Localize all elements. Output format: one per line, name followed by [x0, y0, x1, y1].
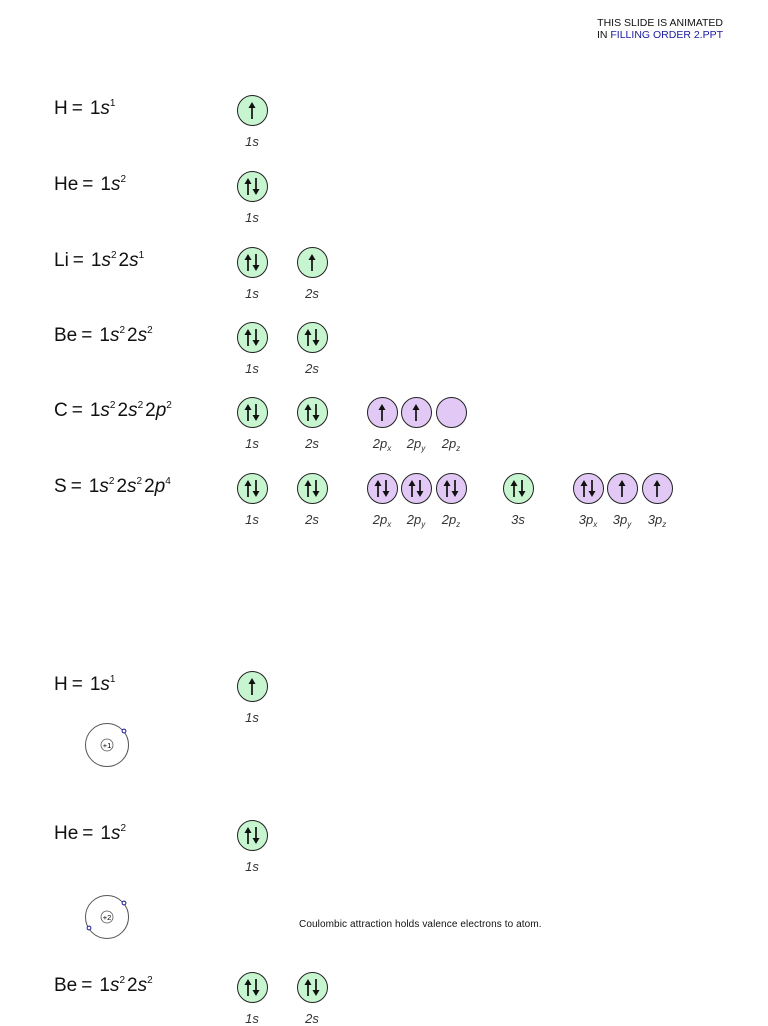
- p-orbital-circle: [436, 397, 467, 428]
- orbital-label: 1s: [245, 361, 259, 376]
- spin-down-arrow-icon: [312, 329, 320, 346]
- orbital-label: 2s: [305, 436, 319, 451]
- spin-down-arrow-icon: [312, 480, 320, 497]
- bohr-atom-diagram: [82, 720, 132, 770]
- subshell-term: $1s^2$: [90, 250, 117, 271]
- orbital-label: 2s: [305, 361, 319, 376]
- spin-down-arrow-icon: [312, 404, 320, 421]
- s-orbital-circle: [297, 247, 328, 278]
- element-symbol: He: [54, 174, 79, 195]
- s-orbital-circle: [237, 95, 268, 126]
- orbital-label: 1s: [245, 436, 259, 451]
- subshell-term: $2s^2$: [127, 325, 153, 346]
- element-symbol: Be: [54, 325, 78, 346]
- orbital-label: 1s: [245, 512, 259, 527]
- orbital-label: 2s: [305, 286, 319, 301]
- spin-up-arrow-icon: [408, 480, 416, 497]
- spin-up-arrow-icon: [304, 404, 312, 421]
- nucleus-charge-label: +1: [102, 741, 112, 750]
- animation-note-line2: IN FILLING ORDER 2.PPT: [596, 29, 723, 41]
- spin-up-arrow-icon: [248, 102, 256, 119]
- subshell-term: $1s^2$: [99, 325, 125, 346]
- s-orbital-circle: [237, 397, 268, 428]
- subshell-term: $1s^2$: [100, 823, 127, 844]
- subshell-term: $1s^1$: [89, 674, 116, 695]
- subshell-term: $1s^2$: [99, 975, 125, 996]
- p-orbital-circle: [642, 473, 673, 504]
- equals-sign: =: [71, 674, 83, 695]
- element-symbol: Li: [54, 250, 69, 271]
- equals-sign: =: [81, 325, 93, 346]
- electron-configuration-formula: [54, 674, 117, 696]
- orbital-label: $2p_x$: [372, 436, 392, 453]
- subshell-term: $1s^2$: [100, 174, 127, 195]
- orbital-label: $2p_z$: [441, 436, 461, 453]
- p-orbital-circle: [401, 473, 432, 504]
- element-symbol: H: [54, 674, 68, 695]
- p-orbital-circle: [367, 473, 398, 504]
- subshell-term: $1s^2$: [89, 400, 116, 421]
- s-orbital-circle: [297, 397, 328, 428]
- spin-up-arrow-icon: [244, 254, 252, 271]
- spin-up-arrow-icon: [378, 404, 386, 421]
- spin-down-arrow-icon: [382, 480, 390, 497]
- s-orbital-circle: [237, 972, 268, 1003]
- spin-up-arrow-icon: [304, 480, 312, 497]
- p-orbital-circle: [607, 473, 638, 504]
- element-symbol: C: [54, 400, 68, 421]
- spin-up-arrow-icon: [510, 480, 518, 497]
- spin-up-arrow-icon: [374, 480, 382, 497]
- electron-dot: [122, 729, 126, 733]
- spin-up-arrow-icon: [653, 480, 661, 497]
- s-orbital-circle: [237, 671, 268, 702]
- equals-sign: =: [72, 250, 84, 271]
- coulombic-caption: Coulombic attraction holds valence electrons to atom.: [299, 919, 542, 930]
- subshell-term: $2p^4$: [144, 476, 171, 497]
- s-orbital-circle: [237, 171, 268, 202]
- equals-sign: =: [82, 174, 94, 195]
- electron-dot: [122, 901, 126, 905]
- spin-down-arrow-icon: [252, 404, 260, 421]
- equals-sign: =: [81, 975, 93, 996]
- equals-sign: =: [71, 400, 83, 421]
- orbital-label: $2p_y$: [406, 512, 426, 529]
- spin-down-arrow-icon: [518, 480, 526, 497]
- orbital-label: $2p_x$: [372, 512, 392, 529]
- spin-down-arrow-icon: [252, 979, 260, 996]
- p-orbital-circle: [436, 473, 467, 504]
- electron-configuration-formula: [54, 400, 174, 422]
- subshell-term: $1s^2$: [88, 476, 115, 497]
- spin-up-arrow-icon: [248, 678, 256, 695]
- electron-configuration-formula: [54, 174, 128, 196]
- subshell-term: $1s^1$: [89, 98, 116, 119]
- orbital-label: 1s: [245, 859, 259, 874]
- s-orbital-circle: [297, 473, 328, 504]
- element-symbol: S: [54, 476, 67, 497]
- orbital-label: $3p_y$: [612, 512, 632, 529]
- orbital-label: 2s: [305, 512, 319, 527]
- p-orbital-circle: [367, 397, 398, 428]
- equals-sign: =: [82, 823, 94, 844]
- spin-up-arrow-icon: [244, 480, 252, 497]
- subshell-term: $2p^2$: [145, 400, 172, 421]
- element-symbol: H: [54, 98, 68, 119]
- subshell-term: $2s^2$: [116, 476, 143, 497]
- subshell-term: $2s^1$: [118, 250, 145, 271]
- animation-note-line1: THIS SLIDE IS ANIMATED: [597, 17, 723, 29]
- spin-up-arrow-icon: [244, 329, 252, 346]
- spin-down-arrow-icon: [416, 480, 424, 497]
- nucleus-charge-label: +2: [102, 913, 112, 922]
- spin-up-arrow-icon: [412, 404, 420, 421]
- electron-configuration-formula: [54, 250, 146, 272]
- spin-up-arrow-icon: [244, 979, 252, 996]
- spin-down-arrow-icon: [252, 329, 260, 346]
- orbital-label: $3p_x$: [578, 512, 598, 529]
- orbital-label: $2p_y$: [406, 436, 426, 453]
- s-orbital-circle: [237, 820, 268, 851]
- spin-up-arrow-icon: [308, 254, 316, 271]
- spin-up-arrow-icon: [304, 979, 312, 996]
- s-orbital-circle: [237, 322, 268, 353]
- equals-sign: =: [70, 476, 82, 497]
- spin-down-arrow-icon: [312, 979, 320, 996]
- spin-down-arrow-icon: [451, 480, 459, 497]
- spin-down-arrow-icon: [252, 254, 260, 271]
- orbital-label: $3p_z$: [647, 512, 667, 529]
- orbital-label: 1s: [245, 1011, 259, 1026]
- spin-down-arrow-icon: [588, 480, 596, 497]
- spin-up-arrow-icon: [244, 827, 252, 844]
- s-orbital-circle: [503, 473, 534, 504]
- electron-configuration-formula: [54, 325, 155, 347]
- spin-down-arrow-icon: [252, 480, 260, 497]
- spin-down-arrow-icon: [252, 827, 260, 844]
- spin-up-arrow-icon: [244, 404, 252, 421]
- element-symbol: Be: [54, 975, 78, 996]
- equals-sign: =: [71, 98, 83, 119]
- orbital-label: 1s: [245, 286, 259, 301]
- spin-up-arrow-icon: [244, 178, 252, 195]
- spin-up-arrow-icon: [618, 480, 626, 497]
- electron-configuration-formula: [54, 823, 128, 845]
- subshell-term: $2s^2$: [127, 975, 153, 996]
- orbital-label: 1s: [245, 210, 259, 225]
- orbital-label: 2s: [305, 1011, 319, 1026]
- s-orbital-circle: [237, 247, 268, 278]
- electron-configuration-formula: [54, 98, 117, 120]
- spin-up-arrow-icon: [304, 329, 312, 346]
- p-orbital-circle: [573, 473, 604, 504]
- element-symbol: He: [54, 823, 79, 844]
- spin-down-arrow-icon: [252, 178, 260, 195]
- spin-up-arrow-icon: [580, 480, 588, 497]
- filling-order-link[interactable]: FILLING ORDER 2.PPT: [610, 29, 723, 41]
- electron-configuration-formula: [54, 476, 173, 498]
- electron-dot: [87, 926, 91, 930]
- bohr-atom-diagram: [82, 892, 132, 942]
- orbital-label: $2p_z$: [441, 512, 461, 529]
- electron-configuration-formula: [54, 975, 155, 997]
- orbital-label: 3s: [511, 512, 525, 527]
- p-orbital-circle: [401, 397, 432, 428]
- orbital-label: 1s: [245, 710, 259, 725]
- animation-note: [560, 17, 723, 41]
- s-orbital-circle: [297, 972, 328, 1003]
- spin-up-arrow-icon: [443, 480, 451, 497]
- s-orbital-circle: [237, 473, 268, 504]
- orbital-label: 1s: [245, 134, 259, 149]
- subshell-term: $2s^2$: [117, 400, 144, 421]
- s-orbital-circle: [297, 322, 328, 353]
